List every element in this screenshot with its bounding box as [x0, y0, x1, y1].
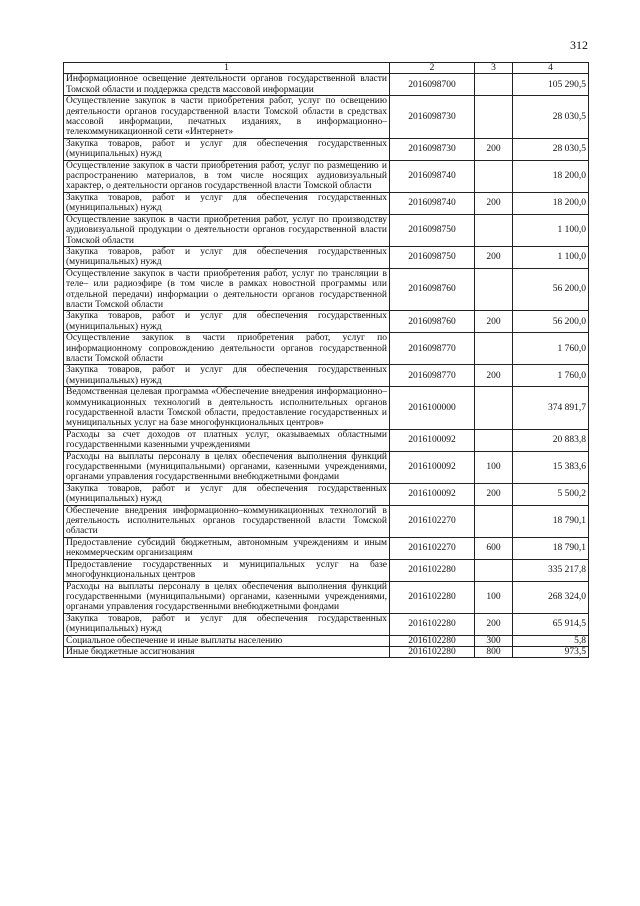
- expense-name-cell: Осуществление закупок в части приобретения работ, услуг по информационному сопровождению деятельности органов государственной власти Томской области: [64, 333, 390, 365]
- table-row: [64, 451, 589, 483]
- table-row: [64, 246, 589, 268]
- table-row: [64, 365, 589, 387]
- table-row: [64, 429, 589, 451]
- amount-cell: 973,5: [513, 646, 589, 657]
- amount-cell: 374 891,7: [513, 387, 589, 430]
- table-row: [64, 635, 589, 646]
- expense-type-cell: [475, 387, 513, 430]
- table-row: [64, 483, 589, 505]
- expense-type-cell: [475, 505, 513, 537]
- amount-cell: 5 500,2: [513, 483, 589, 505]
- target-code-cell: 2016098700: [390, 74, 475, 96]
- expense-name-cell: Осуществление закупок в части приобретения работ, услуг по трансляции в теле– или радиоэфире (в том числе в рамках новостной программы или отдельной передачи) информации о деятельности органов государственной власти Томской области: [64, 268, 390, 311]
- expense-name-cell: Закупка товаров, работ и услуг для обеспечения государственных (муниципальных) нужд: [64, 138, 390, 160]
- expense-type-cell: [475, 214, 513, 246]
- expense-name-cell: Закупка товаров, работ и услуг для обеспечения государственных (муниципальных) нужд: [64, 246, 390, 268]
- table-row: [64, 192, 589, 214]
- amount-cell: 105 290,5: [513, 74, 589, 96]
- table-header: [64, 63, 589, 74]
- target-code-cell: 2016098750: [390, 214, 475, 246]
- target-code-cell: 2016098730: [390, 96, 475, 139]
- header-col-4: 4: [513, 63, 589, 74]
- target-code-cell: 2016100092: [390, 429, 475, 451]
- expense-name-cell: Расходы на выплаты персоналу в целях обеспечения выполнения функций государственными (муниципальными) органами, казенными учреждениями, органами управления государственными внебюджетными фондами: [64, 451, 390, 483]
- target-code-cell: 2016102270: [390, 537, 475, 559]
- table-row: [64, 268, 589, 311]
- target-code-cell: 2016102280: [390, 581, 475, 613]
- amount-cell: 65 914,5: [513, 613, 589, 635]
- target-code-cell: 2016098770: [390, 365, 475, 387]
- target-code-cell: 2016102280: [390, 635, 475, 646]
- table-row: [64, 74, 589, 96]
- expense-name-cell: Иные бюджетные ассигнования: [64, 646, 390, 657]
- expense-name-cell: Закупка товаров, работ и услуг для обеспечения государственных (муниципальных) нужд: [64, 365, 390, 387]
- table-row: [64, 646, 589, 657]
- table-row: [64, 160, 589, 192]
- target-code-cell: 2016098770: [390, 333, 475, 365]
- expense-type-cell: [475, 96, 513, 139]
- amount-cell: 5,8: [513, 635, 589, 646]
- amount-cell: 28 030,5: [513, 96, 589, 139]
- header-col-3: 3: [475, 63, 513, 74]
- header-col-1: 1: [64, 63, 390, 74]
- expense-name-cell: Закупка товаров, работ и услуг для обеспечения государственных (муниципальных) нужд: [64, 311, 390, 333]
- expense-name-cell: Закупка товаров, работ и услуг для обеспечения государственных (муниципальных) нужд: [64, 613, 390, 635]
- expense-name-cell: Расходы на выплаты персоналу в целях обеспечения выполнения функций государственными (муниципальными) органами, казенными учреждениями, органами управления государственными внебюджетными фондами: [64, 581, 390, 613]
- amount-cell: 1 760,0: [513, 365, 589, 387]
- table-row: [64, 505, 589, 537]
- amount-cell: 20 883,8: [513, 429, 589, 451]
- expense-type-cell: 600: [475, 537, 513, 559]
- expense-type-cell: 200: [475, 192, 513, 214]
- amount-cell: 335 217,8: [513, 559, 589, 581]
- budget-table: [63, 62, 589, 658]
- header-col-2: 2: [390, 63, 475, 74]
- amount-cell: 18 790,1: [513, 537, 589, 559]
- expense-type-cell: 300: [475, 635, 513, 646]
- target-code-cell: 2016100092: [390, 451, 475, 483]
- table-row: [64, 96, 589, 139]
- expense-type-cell: 200: [475, 311, 513, 333]
- amount-cell: 18 200,0: [513, 192, 589, 214]
- page-number: 312: [570, 38, 588, 52]
- expense-name-cell: Информационное освещение деятельности органов государственной власти Томской области и поддержка средств массовой информации: [64, 74, 390, 96]
- table-row: [64, 613, 589, 635]
- target-code-cell: 2016098740: [390, 192, 475, 214]
- expense-name-cell: Осуществление закупок в части приобретения работ, услуг по освещению деятельности органов государственной власти Томской области в средствах массовой информации, печатных изданиях, в информационно–телекоммуникационной сети «Интернет»: [64, 96, 390, 139]
- amount-cell: 18 200,0: [513, 160, 589, 192]
- amount-cell: 1 100,0: [513, 246, 589, 268]
- expense-type-cell: [475, 333, 513, 365]
- expense-name-cell: Закупка товаров, работ и услуг для обеспечения государственных (муниципальных) нужд: [64, 192, 390, 214]
- expense-name-cell: Ведомственная целевая программа «Обеспечение внедрения информационно–коммуникационных технологий в деятельность исполнительных органов государственной власти Томской области, предоставление государственных и муниципальных услуг на базе многофункциональных центров»: [64, 387, 390, 430]
- table-body: [64, 74, 589, 658]
- target-code-cell: 2016100000: [390, 387, 475, 430]
- table-row: [64, 138, 589, 160]
- expense-name-cell: Социальное обеспечение и иные выплаты населению: [64, 635, 390, 646]
- expense-type-cell: [475, 74, 513, 96]
- amount-cell: 1 100,0: [513, 214, 589, 246]
- amount-cell: 28 030,5: [513, 138, 589, 160]
- target-code-cell: 2016102280: [390, 559, 475, 581]
- expense-name-cell: Предоставление субсидий бюджетным, автономным учреждениям и иным некоммерческим организациям: [64, 537, 390, 559]
- expense-type-cell: 200: [475, 246, 513, 268]
- expense-type-cell: 200: [475, 483, 513, 505]
- target-code-cell: 2016100092: [390, 483, 475, 505]
- expense-name-cell: Осуществление закупок в части приобретения работ, услуг по размещению и распространению материалов, в том числе носящих аудиовизуальный характер, о деятельности органов государственной власти Томской области: [64, 160, 390, 192]
- target-code-cell: 2016102280: [390, 646, 475, 657]
- target-code-cell: 2016098740: [390, 160, 475, 192]
- target-code-cell: 2016102270: [390, 505, 475, 537]
- target-code-cell: 2016098730: [390, 138, 475, 160]
- expense-type-cell: 800: [475, 646, 513, 657]
- expense-type-cell: [475, 429, 513, 451]
- expense-type-cell: [475, 160, 513, 192]
- expense-name-cell: Осуществление закупок в части приобретения работ, услуг по производству аудиовизуальной продукции о деятельности органов государственной власти Томской области: [64, 214, 390, 246]
- target-code-cell: 2016098760: [390, 311, 475, 333]
- expense-type-cell: 100: [475, 581, 513, 613]
- expense-type-cell: 200: [475, 138, 513, 160]
- table-row: [64, 333, 589, 365]
- expense-name-cell: Обеспечение внедрения информационно–коммуникационных технологий в деятельность исполнительных органов государственной власти Томской области: [64, 505, 390, 537]
- table-row: [64, 311, 589, 333]
- table-row: [64, 581, 589, 613]
- amount-cell: 268 324,0: [513, 581, 589, 613]
- expense-name-cell: Предоставление государственных и муниципальных услуг на базе многофункциональных центров: [64, 559, 390, 581]
- amount-cell: 1 760,0: [513, 333, 589, 365]
- table-row: [64, 537, 589, 559]
- amount-cell: 15 383,6: [513, 451, 589, 483]
- amount-cell: 56 200,0: [513, 268, 589, 311]
- expense-type-cell: 200: [475, 613, 513, 635]
- table-row: [64, 214, 589, 246]
- target-code-cell: 2016102280: [390, 613, 475, 635]
- target-code-cell: 2016098750: [390, 246, 475, 268]
- expense-type-cell: 200: [475, 365, 513, 387]
- table-row: [64, 559, 589, 581]
- expense-type-cell: 100: [475, 451, 513, 483]
- header-row: [64, 63, 589, 74]
- expense-type-cell: [475, 559, 513, 581]
- expense-name-cell: Закупка товаров, работ и услуг для обеспечения государственных (муниципальных) нужд: [64, 483, 390, 505]
- amount-cell: 18 790,1: [513, 505, 589, 537]
- table-row: [64, 387, 589, 430]
- expense-name-cell: Расходы за счет доходов от платных услуг, оказываемых областными государственными казенными учреждениями: [64, 429, 390, 451]
- target-code-cell: 2016098760: [390, 268, 475, 311]
- expense-type-cell: [475, 268, 513, 311]
- amount-cell: 56 200,0: [513, 311, 589, 333]
